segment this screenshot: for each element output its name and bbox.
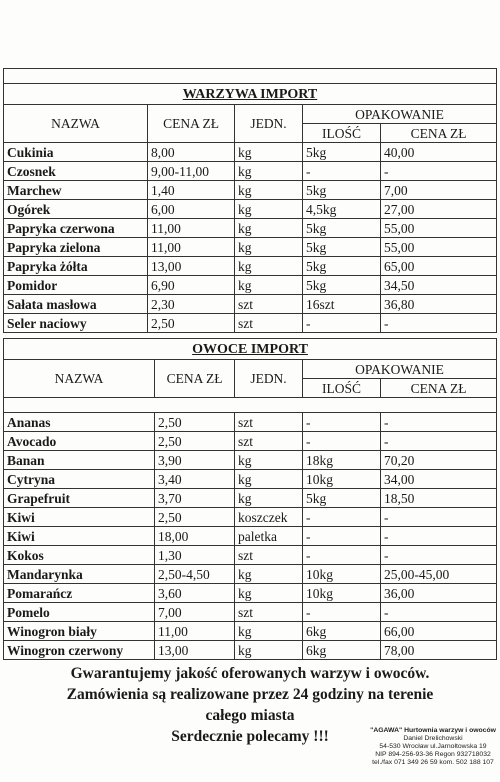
cell-price: 6,90 xyxy=(148,276,235,295)
cell-name: Winogron biały xyxy=(4,622,155,641)
cell-price: 13,00 xyxy=(148,257,235,276)
cell-name: Avocado xyxy=(4,432,155,451)
cell-qty: 5kg xyxy=(303,143,381,162)
cell-unit: szt xyxy=(235,546,303,565)
table-row xyxy=(4,546,497,565)
cell-qty: 5kg xyxy=(303,257,381,276)
cell-name: Cytryna xyxy=(4,470,155,489)
cell-pack-price: 55,00 xyxy=(381,219,497,238)
cell-price: 2,50 xyxy=(155,432,235,451)
cell-name: Kiwi xyxy=(4,527,155,546)
cell-qty: 5kg xyxy=(303,238,381,257)
cell-price: 2,50-4,50 xyxy=(155,565,235,584)
cell-qty: 5kg xyxy=(303,219,381,238)
cell-qty: 5kg xyxy=(303,276,381,295)
cell-qty: - xyxy=(303,314,381,333)
table-row xyxy=(4,162,497,181)
cell-unit: kg xyxy=(235,162,303,181)
cell-unit: paletka xyxy=(235,527,303,546)
table-row xyxy=(4,565,497,584)
col-price-header: CENA ZŁ xyxy=(148,105,235,143)
cell-price: 3,40 xyxy=(155,470,235,489)
cell-unit: kg xyxy=(235,489,303,508)
cell-pack-price: 36,80 xyxy=(381,295,497,314)
cell-qty: - xyxy=(303,546,381,565)
cell-qty: 10kg xyxy=(303,470,381,489)
vegetables-rows xyxy=(4,143,497,333)
table-row xyxy=(4,257,497,276)
footer-line-city: całego miasta xyxy=(205,707,295,724)
cell-name: Marchew xyxy=(4,181,148,200)
cell-unit: kg xyxy=(235,219,303,238)
cell-price: 9,00-11,00 xyxy=(148,162,235,181)
cell-name: Sałata masłowa xyxy=(4,295,148,314)
col-pack-price-header: CENA ZŁ xyxy=(381,124,497,143)
cell-name: Kokos xyxy=(4,546,155,565)
cell-pack-price: 34,00 xyxy=(381,470,497,489)
cell-price: 11,00 xyxy=(148,238,235,257)
cell-unit: kg xyxy=(235,451,303,470)
cell-unit: koszczek xyxy=(235,508,303,527)
cell-price: 7,00 xyxy=(155,603,235,622)
cell-price: 8,00 xyxy=(148,143,235,162)
cell-qty: 10kg xyxy=(303,565,381,584)
vegetables-title: WARZYWA IMPORT xyxy=(4,84,497,105)
cell-pack-price: - xyxy=(381,314,497,333)
cell-unit: kg xyxy=(235,143,303,162)
cell-qty: 6kg xyxy=(303,641,381,660)
cell-name: Pomarańcz xyxy=(4,584,155,603)
cell-pack-price: 70,20 xyxy=(381,451,497,470)
cell-name: Ananas xyxy=(4,413,155,432)
fruits-table xyxy=(3,338,497,660)
cell-unit: szt xyxy=(235,432,303,451)
cell-price: 2,50 xyxy=(148,314,235,333)
table-row xyxy=(4,200,497,219)
table-row xyxy=(4,413,497,432)
cell-name: Papryka zielona xyxy=(4,238,148,257)
col-packaging-header: OPAKOWANIE xyxy=(303,105,497,124)
stamp-tax-ids: NIP 894-256-93-36 Regon 932718032 xyxy=(375,751,491,758)
cell-qty: - xyxy=(303,508,381,527)
col-qty-header: ILOŚĆ xyxy=(303,124,381,143)
table-row xyxy=(4,219,497,238)
cell-qty: - xyxy=(303,413,381,432)
cell-price: 11,00 xyxy=(155,622,235,641)
col-qty-header: ILOŚĆ xyxy=(303,379,381,398)
cell-unit: kg xyxy=(235,200,303,219)
table-row xyxy=(4,314,497,333)
cell-pack-price: 65,00 xyxy=(381,257,497,276)
cell-pack-price: - xyxy=(381,508,497,527)
cell-qty: 10kg xyxy=(303,584,381,603)
cell-pack-price: 55,00 xyxy=(381,238,497,257)
cell-price: 1,40 xyxy=(148,181,235,200)
stamp-owner: Daniel Drelichowski xyxy=(403,735,463,742)
table-row xyxy=(4,181,497,200)
stamp-address: 54-530 Wrocław ul.Jarnołtowska 19 xyxy=(379,743,487,750)
table-top-gap xyxy=(4,69,497,84)
fruits-rows xyxy=(4,413,497,660)
table-row xyxy=(4,470,497,489)
table-row xyxy=(4,584,497,603)
table-row xyxy=(4,238,497,257)
cell-name: Banan xyxy=(4,451,155,470)
cell-qty: - xyxy=(303,432,381,451)
fruits-title: OWOCE IMPORT xyxy=(4,339,497,360)
stamp-phone: tel./fax 071 349 26 59 kom. 502 188 107 xyxy=(372,759,494,766)
cell-price: 3,70 xyxy=(155,489,235,508)
table-row xyxy=(4,143,497,162)
cell-qty: 5kg xyxy=(303,489,381,508)
stamp-company-name: "AGAWA" Hurtownia warzyw i owoców xyxy=(370,727,496,734)
cell-price: 2,50 xyxy=(155,413,235,432)
cell-price: 2,30 xyxy=(148,295,235,314)
cell-qty: - xyxy=(303,162,381,181)
cell-name: Cukinia xyxy=(4,143,148,162)
cell-name: Papryka czerwona xyxy=(4,219,148,238)
cell-pack-price: - xyxy=(381,432,497,451)
cell-price: 13,00 xyxy=(155,641,235,660)
cell-pack-price: - xyxy=(381,413,497,432)
cell-name: Pomidor xyxy=(4,276,148,295)
cell-unit: kg xyxy=(235,622,303,641)
cell-name: Kiwi xyxy=(4,508,155,527)
table-row xyxy=(4,527,497,546)
cell-pack-price: 34,50 xyxy=(381,276,497,295)
cell-unit: szt xyxy=(235,603,303,622)
col-unit-header: JEDN. xyxy=(235,105,303,143)
cell-unit: kg xyxy=(235,641,303,660)
cell-qty: 5kg xyxy=(303,181,381,200)
cell-qty: - xyxy=(303,603,381,622)
table-row xyxy=(4,508,497,527)
cell-price: 6,00 xyxy=(148,200,235,219)
col-packaging-header: OPAKOWANIE xyxy=(303,360,497,379)
col-unit-header: JEDN. xyxy=(235,360,303,398)
cell-pack-price: 78,00 xyxy=(381,641,497,660)
cell-name: Ogórek xyxy=(4,200,148,219)
table-row xyxy=(4,489,497,508)
cell-unit: szt xyxy=(235,413,303,432)
cell-unit: kg xyxy=(235,181,303,200)
cell-qty: - xyxy=(303,527,381,546)
cell-price: 18,00 xyxy=(155,527,235,546)
cell-pack-price: 25,00-45,00 xyxy=(381,565,497,584)
cell-name: Mandarynka xyxy=(4,565,155,584)
table-row xyxy=(4,432,497,451)
cell-price: 3,60 xyxy=(155,584,235,603)
cell-pack-price: 66,00 xyxy=(381,622,497,641)
cell-name: Pomelo xyxy=(4,603,155,622)
table-row xyxy=(4,295,497,314)
cell-qty: 18kg xyxy=(303,451,381,470)
cell-name: Czosnek xyxy=(4,162,148,181)
cell-unit: kg xyxy=(235,257,303,276)
col-price-header: CENA ZŁ xyxy=(155,360,235,398)
table-header-gap xyxy=(4,398,497,413)
cell-unit: kg xyxy=(235,470,303,489)
cell-price: 11,00 xyxy=(148,219,235,238)
cell-unit: kg xyxy=(235,565,303,584)
cell-unit: kg xyxy=(235,276,303,295)
cell-name: Winogron czerwony xyxy=(4,641,155,660)
cell-unit: szt xyxy=(235,314,303,333)
table-row xyxy=(4,276,497,295)
table-row xyxy=(4,451,497,470)
footer-line-quality: Gwarantujemy jakość oferowanych warzyw i owoców. xyxy=(70,665,430,682)
cell-pack-price: - xyxy=(381,162,497,181)
cell-pack-price: - xyxy=(381,527,497,546)
cell-name: Papryka żółta xyxy=(4,257,148,276)
cell-unit: kg xyxy=(235,584,303,603)
company-stamp xyxy=(368,727,498,767)
cell-qty: 4,5kg xyxy=(303,200,381,219)
cell-pack-price: 27,00 xyxy=(381,200,497,219)
table-row xyxy=(4,603,497,622)
footer-line-orders: Zamówienia są realizowane przez 24 godziny na terenie xyxy=(66,686,434,703)
table-row xyxy=(4,622,497,641)
cell-qty: 16szt xyxy=(303,295,381,314)
cell-unit: szt xyxy=(235,295,303,314)
cell-qty: 6kg xyxy=(303,622,381,641)
cell-pack-price: 18,50 xyxy=(381,489,497,508)
footer-line-recommend: Serdecznie polecamy !!! xyxy=(171,728,329,745)
cell-pack-price: - xyxy=(381,603,497,622)
cell-pack-price: 40,00 xyxy=(381,143,497,162)
col-name-header: NAZWA xyxy=(4,105,148,143)
cell-pack-price: 7,00 xyxy=(381,181,497,200)
col-pack-price-header: CENA ZŁ xyxy=(381,379,497,398)
cell-unit: kg xyxy=(235,238,303,257)
cell-pack-price: - xyxy=(381,546,497,565)
vegetables-table xyxy=(3,68,497,333)
cell-pack-price: 36,00 xyxy=(381,584,497,603)
table-row xyxy=(4,641,497,660)
cell-price: 3,90 xyxy=(155,451,235,470)
cell-name: Seler naciowy xyxy=(4,314,148,333)
cell-price: 1,30 xyxy=(155,546,235,565)
cell-price: 2,50 xyxy=(155,508,235,527)
col-name-header: NAZWA xyxy=(4,360,155,398)
cell-name: Grapefruit xyxy=(4,489,155,508)
